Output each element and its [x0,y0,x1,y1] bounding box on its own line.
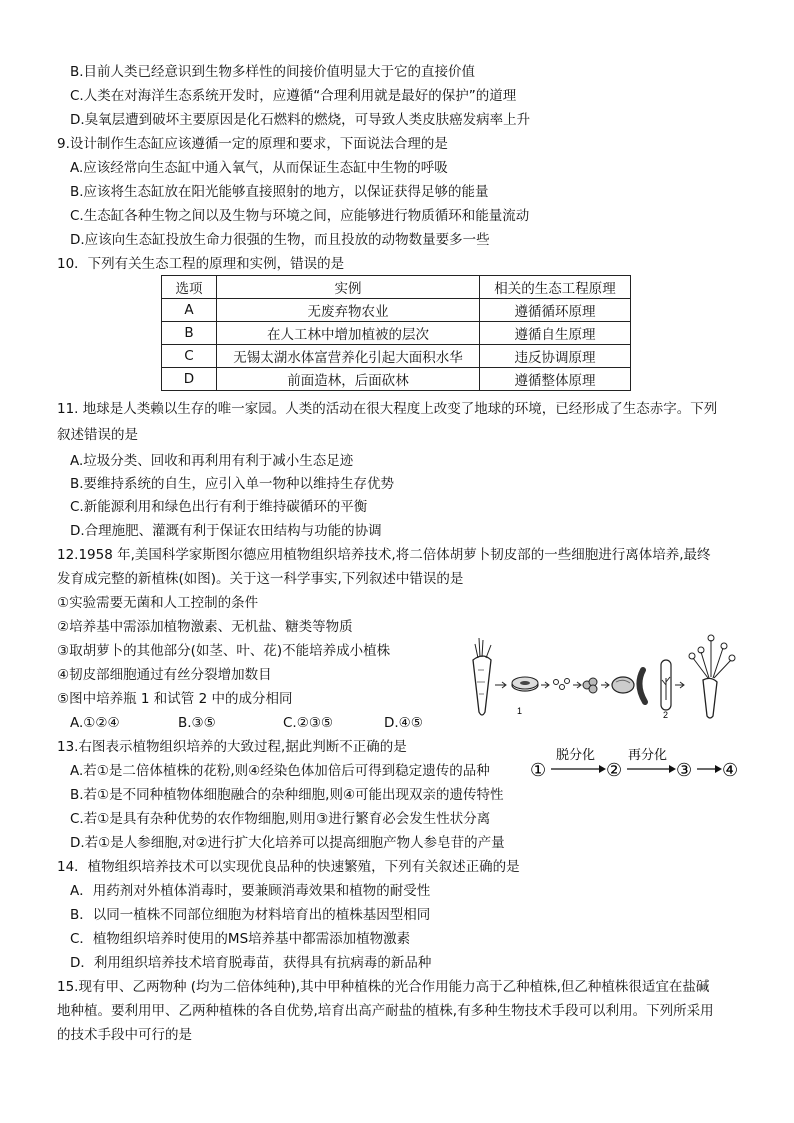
stage-4-label: ④ [722,760,739,780]
q15-stem-line3: 的技术手段中可行的是 [57,1027,192,1043]
stage-3-label: ③ [676,760,693,780]
single-cells-icon [554,679,570,690]
arrow-label-dedifferentiation: 脱分化 [556,748,596,763]
q9-option-d: D.应该向生态缸投放生命力很强的生物，而且投放的动物数量要多一些 [70,232,490,248]
tissue-culture-flow-diagram [530,744,745,780]
table-cell: D [162,368,217,391]
q11-stem-line2: 叙述错误的是 [57,427,138,443]
q12-stem-line1: 12.1958 年,美国科学家斯图尔德应用植物组织培养技术,将二倍体胡萝卜韧皮部的一些细胞进行离体培养,最终 [57,547,711,563]
q13-option-c: C.若①是具有杂种优势的农作物细胞,则用③进行繁育必会发生性状分离 [70,811,491,827]
q13-option-b: B.若①是不同种植物体细胞融合的杂种细胞,则④可能出现双亲的遗传特性 [70,787,504,803]
q8-option-c: C.人类在对海洋生态系统开发时，应遵循“合理利用就是最好的保护”的道理 [70,88,517,104]
arrow-label-redifferentiation: 再分化 [628,748,668,763]
table-cell: 遵循自生原理 [480,322,631,345]
q12-option-d: D.④⑤ [384,715,423,731]
table-cell: A [162,299,217,322]
table-row [162,345,631,368]
q14-option-c: C．植物组织培养时使用的MS培养基中都需添加植物激素 [70,931,411,947]
culture-dish-icon [512,677,538,691]
table-cell: 违反协调原理 [480,345,631,368]
q9-option-a: A.应该经常向生态缸中通入氧气，从而保证生态缸中生物的呼吸 [70,160,448,176]
q14-option-b: B．以同一植株不同部位细胞为材料培育出的植株基因型相同 [70,907,431,923]
q12-statement-5: ⑤图中培养瓶 1 和试管 2 中的成分相同 [57,691,293,707]
q15-stem-line1: 15.现有甲、乙两物种 (均为二倍体纯种),其中甲种植株的光合作用能力高于乙种植株,但乙种植株很适宜在盐碱 [57,979,710,995]
q13-stem: 13.右图表示植物组织培养的大致过程,据此判断不正确的是 [57,739,407,755]
figure-label-2: 2 [663,710,669,720]
q11-option-a: A.垃圾分类、回收和再利用有利于减小生态足迹 [70,453,354,469]
embryo-icon [639,670,645,702]
q12-statement-4: ④韧皮部细胞通过有丝分裂增加数目 [57,667,272,683]
q14-option-a: A．用药剂对外植体消毒时，要兼顾消毒效果和植物的耐受性 [70,883,431,899]
table-header-row [162,276,631,299]
q9-option-b: B.应该将生态缸放在阳光能够直接照射的地方，以保证获得足够的能量 [70,184,489,200]
table-cell: B [162,322,217,345]
q8-option-d: D.臭氧层遭到破坏主要原因是化石燃料的燃烧，可导致人类皮肤癌发病率上升 [70,112,531,128]
table-cell: 前面造林，后面砍林 [217,368,480,391]
q12-option-b: B.③⑤ [178,715,216,731]
mature-plant-icon [689,635,735,718]
figure-label-1: 1 [517,706,523,716]
q15-stem-line2: 地种植。要利用甲、乙两种植株的各自优势,培育出高产耐盐的植株,有多种生物技术手段可以利用。下列所采用 [57,1003,714,1019]
test-tube-icon [661,660,671,710]
q11-stem-line1: 11. 地球是人类赖以生存的唯一家园。人类的活动在很大程度上改变了地球的环境，已经形成了生态赤字。下列 [57,401,718,417]
q11-option-b: B.要维持系统的自生，应引入单一物种以维持生存优势 [70,476,395,492]
q12-statement-3: ③取胡萝卜的其他部分(如茎、叶、花)不能培养成小植株 [57,643,391,659]
q12-statement-2: ②培养基中需添加植物激素、无机盐、糖类等物质 [57,619,353,635]
q10-table [161,275,631,391]
q13-option-d: D.若①是人参细胞,对②进行扩大化培养可以提高细胞产物人参皂苷的产量 [70,835,505,851]
table-header: 相关的生态工程原理 [480,276,631,299]
q14-stem: 14．植物组织培养技术可以实现优良品种的快速繁殖，下列有关叙述正确的是 [57,859,520,875]
q9-stem: 9.设计制作生态缸应该遵循一定的原理和要求，下面说法合理的是 [57,136,448,152]
q8-option-b: B.目前人类已经意识到生物多样性的间接价值明显大于它的直接价值 [70,64,476,80]
q12-option-c: C.②③⑤ [283,715,334,731]
table-header: 实例 [217,276,480,299]
q14-option-d: D．利用组织培养技术培育脱毒苗，获得具有抗病毒的新品种 [70,955,432,971]
table-row [162,368,631,391]
table-row [162,299,631,322]
q13-option-a: A.若①是二倍体植株的花粉,则④经染色体加倍后可得到稳定遗传的品种 [70,763,490,779]
table-cell: 无锡太湖水体富营养化引起大面积水华 [217,345,480,368]
stage-1-label: ① [530,760,547,780]
carrot-icon [473,638,491,715]
table-header: 选项 [162,276,217,299]
table-cell: C [162,345,217,368]
table-cell: 遵循整体原理 [480,368,631,391]
q9-option-c: C.生态缸各种生物之间以及生物与环境之间，应能够进行物质循环和能量流动 [70,208,530,224]
callus-icon [612,677,634,693]
table-cell: 在人工林中增加植被的层次 [217,322,480,345]
table-row [162,322,631,345]
cell-cluster-icon [583,678,597,693]
q12-option-a: A.①②④ [70,715,120,731]
table-cell: 遵循循环原理 [480,299,631,322]
q11-option-c: C.新能源利用和绿色出行有利于维持碳循环的平衡 [70,499,368,515]
carrot-culture-figure [465,630,740,720]
q10-stem: 10．下列有关生态工程的原理和实例，错误的是 [57,256,345,272]
stage-2-label: ② [606,760,623,780]
q11-option-d: D.合理施肥、灌溉有利于保证农田结构与功能的协调 [70,523,382,539]
q12-statement-1: ①实验需要无菌和人工控制的条件 [57,595,259,611]
q12-stem-line2: 发育成完整的新植株(如图)。关于这一科学事实,下列叙述中错误的是 [57,571,464,587]
table-cell: 无废弃物农业 [217,299,480,322]
